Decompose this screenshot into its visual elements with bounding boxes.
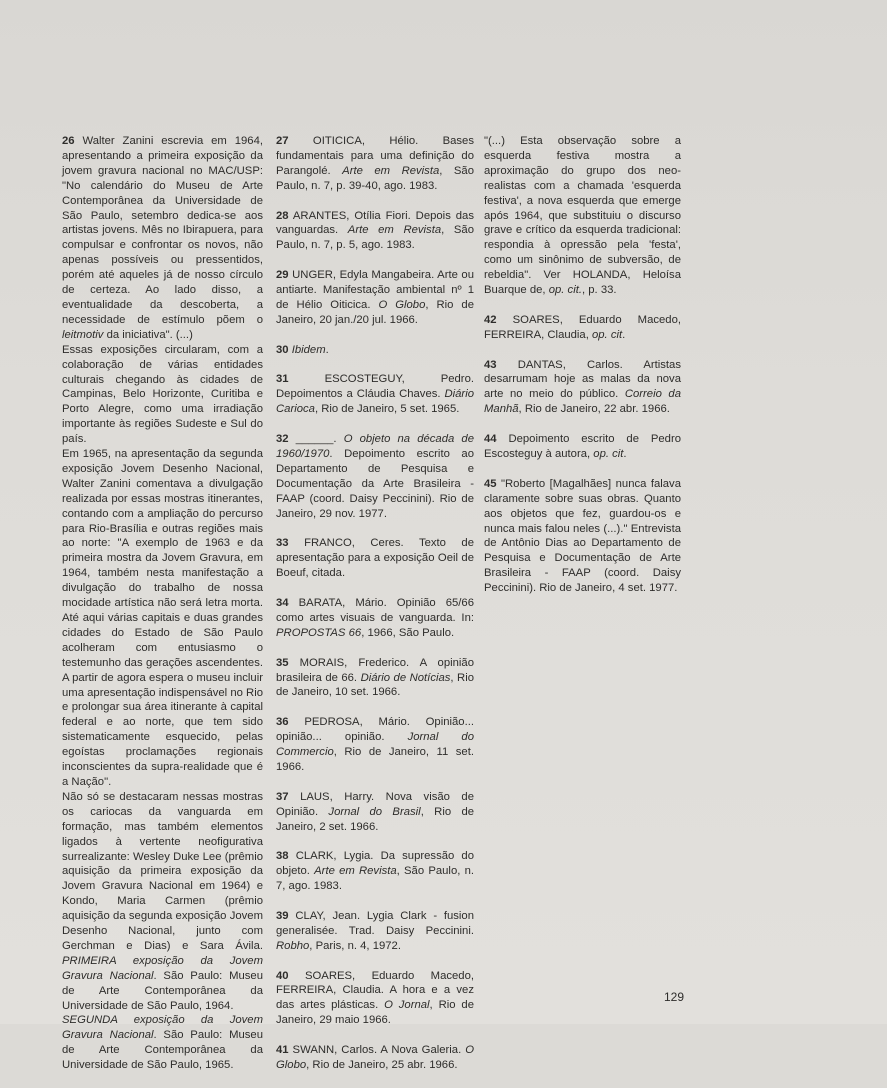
text: MORAIS, Frederico. A opinião brasileira de 66. [276, 656, 474, 684]
italic-text: Diário Carioca [276, 388, 474, 416]
text: ______. [288, 433, 344, 446]
text: , Rio de Janeiro, 20 jan./20 jul. 1966. [276, 298, 474, 326]
text: , São Paulo, n. 7, ago. 1983. [276, 865, 474, 893]
italic-text: O Globo [276, 1044, 474, 1071]
text: SOARES, Eduardo Macedo, FERREIRA, Claudia, [484, 313, 681, 341]
footnote-number: 40 [276, 969, 289, 982]
italic-text: leitmotiv [62, 328, 104, 341]
footnote-45 [484, 477, 681, 596]
footnotes-column-middle [276, 134, 474, 1088]
footnote-number: 32 [276, 433, 289, 446]
italic-text: O Globo [378, 298, 426, 311]
text: . São Paulo: Museu de Arte Contemporânea da Universidade de São Paulo, 1964. [62, 969, 263, 1012]
italic-text: Jornal do Commercio [276, 731, 474, 759]
footnote-number: 28 [276, 209, 289, 222]
text: , Rio de Janeiro, 10 set. 1966. [276, 671, 474, 699]
text: FRANCO, Ceres. Texto de apresentação para a exposição Oeil de Boeuf, citada. [276, 537, 474, 580]
footnote-27 [276, 134, 474, 194]
text: UNGER, Edyla Mangabeira. Arte ou antiarte. Manifestação ambiental nº 1 de Hélio Oiticica. [276, 269, 474, 311]
text: SWANN, Carlos. A Nova Galeria. [288, 1044, 466, 1057]
footnote-37 [276, 790, 474, 835]
paragraph [62, 343, 263, 447]
italic-text: Arte em Revista [314, 865, 397, 878]
text: , Rio de Janeiro, 29 maio 1966. [276, 999, 474, 1027]
text: da iniciativa". (...) [103, 328, 193, 341]
paragraph [62, 447, 263, 790]
text: ARANTES, Otília Fiori. Depois das vanguardas. [276, 209, 474, 237]
italic-text: Robho [276, 939, 310, 952]
italic-text: O Jornal [384, 999, 430, 1012]
text: , Rio de Janeiro, 11 set. 1966. [276, 746, 474, 773]
footnote-number: 27 [276, 135, 289, 147]
paragraph [62, 1013, 263, 1073]
text: Essas exposições circularam, com a colaboração de várias entidades culturais chegando às cidades de Campinas, Belo Horizonte, Curitiba e Porto Alegre, como uma irradiação importante às regiões Sudeste e Sul do país. [62, 343, 263, 446]
text: , Rio de Janeiro, 2 set. 1966. [276, 805, 475, 833]
footnote-38 [276, 849, 474, 894]
italic-text: Ibidem [291, 343, 326, 356]
footnote-number: 37 [276, 790, 289, 803]
footnote-number: 26 [62, 135, 75, 147]
text: ESCOSTEGUY, Pedro. Depoimentos a Cláudia Chaves. [276, 373, 474, 401]
text: PEDROSA, Mário. Opinião... opinião... opinião. [276, 716, 474, 744]
text: . São Paulo: Museu de Arte Contemporânea da Universidade de São Paulo, 1965. [62, 1029, 263, 1072]
italic-text: op. cit [591, 328, 623, 341]
footnote-30 [276, 343, 474, 358]
text: BARATA, Mário. Opinião 65/66 como artes visuais de vanguarda. In: [276, 596, 474, 624]
footnote-32 [276, 432, 474, 521]
italic-text: Jornal do Brasil [328, 805, 421, 818]
text: . [622, 328, 626, 341]
footnote-number: 35 [276, 656, 289, 669]
footnote-41 [276, 1043, 474, 1073]
footnote-number: 44 [484, 433, 497, 446]
page-number: 129 [664, 990, 685, 1004]
footnote-number: 33 [276, 537, 289, 550]
footnote-35 [276, 656, 474, 701]
footnote-31 [276, 372, 474, 417]
italic-text: O objeto na década de 1960/1970 [276, 433, 474, 460]
italic-text: Arte em Revista [342, 164, 440, 177]
footnote-40 [276, 969, 474, 1029]
footnote-number: 34 [276, 596, 289, 609]
footnote-43 [484, 358, 681, 418]
text: Em 1965, na apresentação da segunda exposição Jovem Desenho Nacional, Walter Zanini comentava a divulgação realizada por essas mostras itinerantes, contando com a ampliação do percurso para Rio-Brasília e outras regiões mais ao norte: "A exemplo de 1963 e da primeira mostra da Jovem Gravura, em 1964, também nesta manifestação a divulgação do trabalho de nossa mocidade artística não será letra morta. Até aqui várias capitais e duas grandes cidades do Estado de São Paulo acolheram com entusiasmo o testemunho das gerações ascendentes. A partir de agora espera o museu incluir uma apresentação indispensável no Rio e prolongar sua área itinerante à capital federal e ao norte, que tem sido sistematicamente esquecido, pelas egoístas proclamações regionais inconscientes da supra-realidade que é a Nação". [62, 448, 263, 788]
text: "Roberto [Magalhães] nunca falava claramente sobre suas obras. Quanto aos objetos que fez, guardou-os e nunca mais falou neles (...)." Entrevista de Antônio Dias ao Departamento de Pesquisa e Documentação de Arte Brasileira - FAAP (coord. Daisy Peccinini). Rio de Janeiro, 4 set. 1977. [484, 477, 681, 595]
text: , São Paulo, n. 7, p. 39-40, ago. 1983. [276, 164, 474, 192]
text: Depoimento escrito de Pedro Escosteguy à autora, [484, 433, 681, 460]
footnote-number: 38 [276, 850, 289, 863]
text: , p. 33. [581, 284, 617, 297]
paragraph [62, 790, 263, 1014]
italic-text: Correio da Manhã [484, 388, 681, 416]
footnote-number: 42 [484, 313, 497, 326]
text: , Paris, n. 4, 1972. [309, 939, 401, 952]
text: , 1966, São Paulo. [361, 626, 455, 639]
footnote-number: 36 [276, 716, 289, 729]
footnote-26 [62, 134, 263, 343]
italic-text: PROPOSTAS 66 [276, 626, 362, 639]
footnote-number: 43 [484, 358, 497, 371]
text: , Rio de Janeiro, 22 abr. 1966. [518, 403, 670, 416]
text: , Rio de Janeiro, 25 abr. 1966. [306, 1058, 458, 1071]
footnote-number: 41 [276, 1044, 289, 1057]
footnote-36 [276, 715, 474, 775]
text: "(...) Esta observação sobre a esquerda festiva mostra a aproximação do grupo dos neo-realistas com a chamada 'esquerda festiva', a nova esquerda que emerge após 1964, que substituiu o discurso grave e crítico da esquerda tradicional: respondia à opressão pela 'festa', como um sinônimo de subversão, de rebeldia". Ver HOLANDA, Heloísa Buarque de, [484, 135, 681, 297]
text: CLARK, Lygia. Da supressão do objeto. [276, 850, 474, 878]
text: , São Paulo, n. 7, p. 5, ago. 1983. [276, 224, 474, 252]
text: DANTAS, Carlos. Artistas desarrumam hoje as malas da nova arte no meio do público. [484, 358, 681, 401]
italic-text: SEGUNDA exposição da Jovem Gravura Nacional [62, 1014, 263, 1042]
text: . [325, 343, 329, 356]
footnote-33 [276, 536, 474, 581]
text: , Rio de Janeiro, 5 set. 1965. [314, 403, 460, 416]
italic-text: Diário de Notícias [360, 671, 451, 684]
footnote-42 [484, 313, 681, 343]
footnote-29 [276, 268, 474, 328]
text: SOARES, Eduardo Macedo, FERREIRA, Claudia. A hora e a vez das artes plásticas. [276, 969, 474, 1012]
footnote-number: 30 [276, 343, 289, 356]
footnote-39 [276, 909, 474, 954]
text: Walter Zanini escrevia em 1964, apresentando a primeira exposição da jovem gravura nacional no MAC/USP: "No calendário do Museu de Arte Contemporânea da Universidade de São Paulo, setembro dedica-se aos artistas jovens. Mês no Ibirapuera, para compulsar e confrontar os novos, não apenas possíveis ou pressentidos, porém até aqueles já de nosso círculo de certeza. Ao lado disso, a eventualidade da descoberta, a necessidade de estímulo põem o [62, 135, 263, 326]
italic-text: PRIMEIRA exposição da Jovem Gravura Nacional [62, 954, 263, 982]
text: . Depoimento escrito ao Departamento de Pesquisa e Documentação da Arte Brasileira -FAAP (coord. Daisy Peccinini). Rio de Janeiro, 29 nov. 1977. [276, 447, 474, 520]
italic-text: op. cit. [548, 284, 582, 297]
footnote-number: 29 [276, 269, 289, 282]
footnotes-column-left [62, 134, 263, 1073]
italic-text: op. cit [593, 447, 624, 460]
italic-text: Arte em Revista [347, 224, 442, 237]
footnote-34 [276, 596, 474, 641]
footnote-number: 39 [276, 909, 289, 922]
footnote-number: 31 [276, 373, 289, 386]
text: CLAY, Jean. Lygia Clark - fusion generalisée. Trad. Daisy Peccinini. [276, 909, 474, 937]
paragraph [484, 134, 681, 298]
footnote-28 [276, 209, 474, 254]
text: Não só se destacaram nessas mostras os cariocas da vanguarda em formação, mas também elementos ligados à vertente neofigurativa surrealizante: Wesley Duke Lee (prêmio aquisição da primeira exposição da Jovem Gravura Nacional em 1964) e Kondo, Maria Carmen (prêmio aquisição da segunda exposição Jovem Desenho Nacional, junto com Gerchman e Dias) e Sara Ávila. [62, 790, 263, 952]
footnotes-column-right [484, 134, 681, 611]
text: OITICICA, Hélio. Bases fundamentais para uma definição do Parangolé. [276, 135, 474, 177]
text: . [623, 447, 627, 460]
footnote-number: 45 [484, 477, 497, 490]
footnote-44 [484, 432, 681, 462]
text: LAUS, Harry. Nova visão de Opinião. [276, 790, 474, 818]
